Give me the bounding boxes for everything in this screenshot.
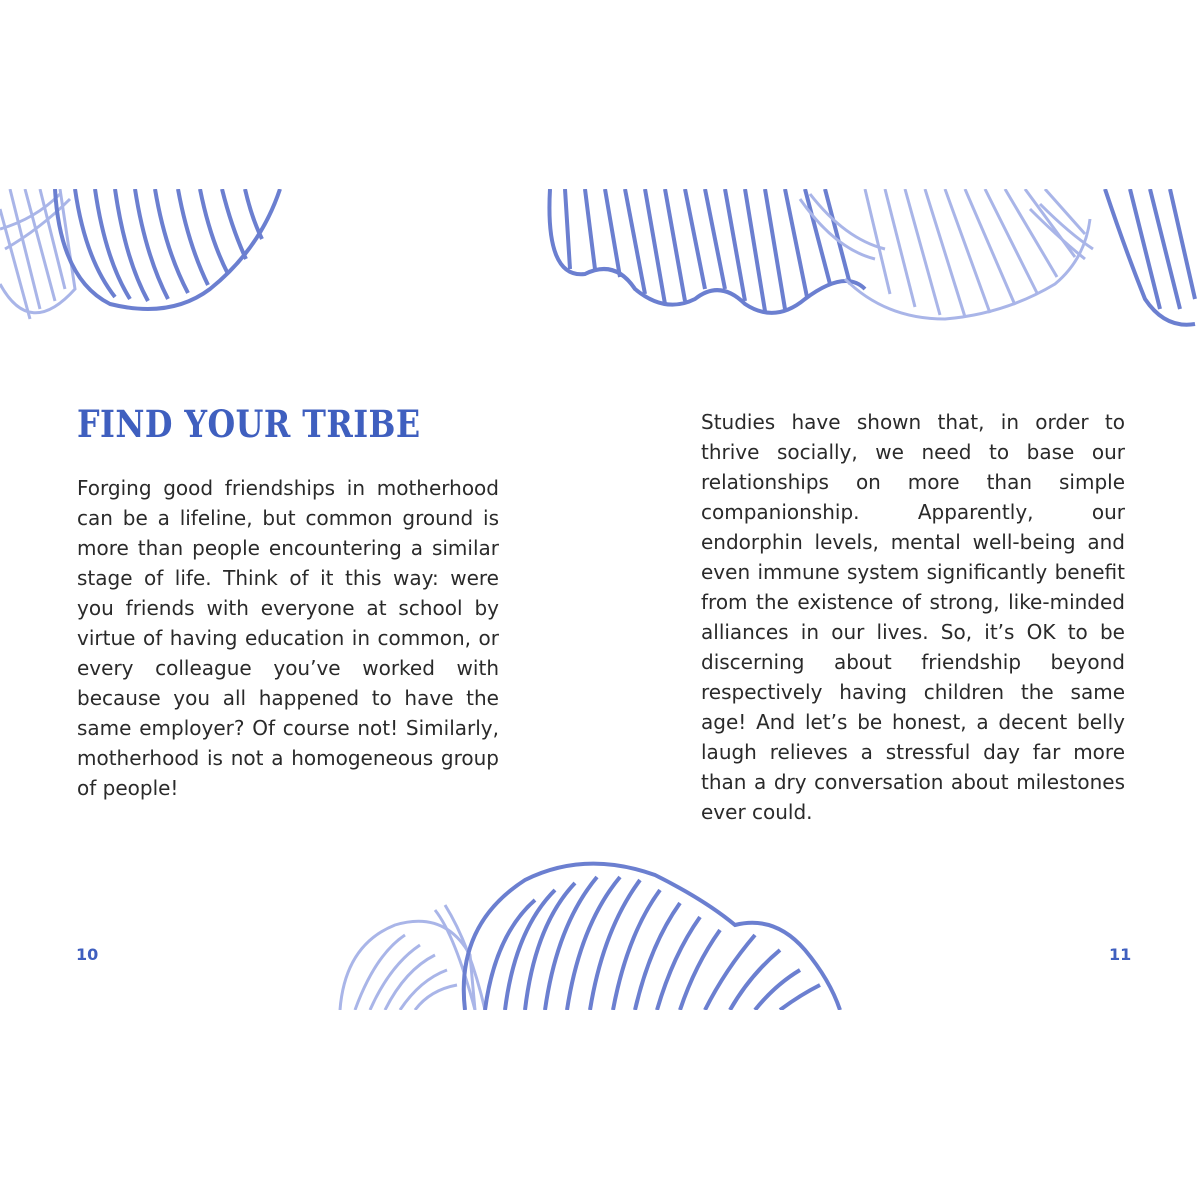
right-body-text: Studies have shown that, in order to thrive socially, we need to base our relationships on more than simple companionship. Apparently, our endorphin levels, mental well-being and even immune system significantly benefit from the existence of strong, like-minded alliances in our lives. So, it’s OK to be discerning about friendship beyond respectively having children the same age! And let’s be honest, a decent belly laugh relieves a stressful day far more than a dry conversation about milestones ever could. — [701, 410, 1125, 824]
page-title: FIND YOUR TRIBE — [77, 402, 421, 446]
left-body-text: Forging good friendships in motherhood can be a lifeline, but common ground is more than people encountering a similar stage of life. Think of it this way: were you friends with everyone at school by virtue of having education in common, or every colleague you’ve worked with because you all happened to have the same employer? Of course not! Similarly, motherhood is not a homogeneous group of people! — [77, 476, 499, 800]
page-number-right: 11 — [1109, 945, 1132, 964]
page-number-left: 10 — [76, 945, 99, 964]
shell-illustration-top-left — [0, 189, 282, 329]
shell-illustration-bottom-center — [335, 855, 845, 1010]
shell-illustration-top-right — [545, 189, 1200, 339]
